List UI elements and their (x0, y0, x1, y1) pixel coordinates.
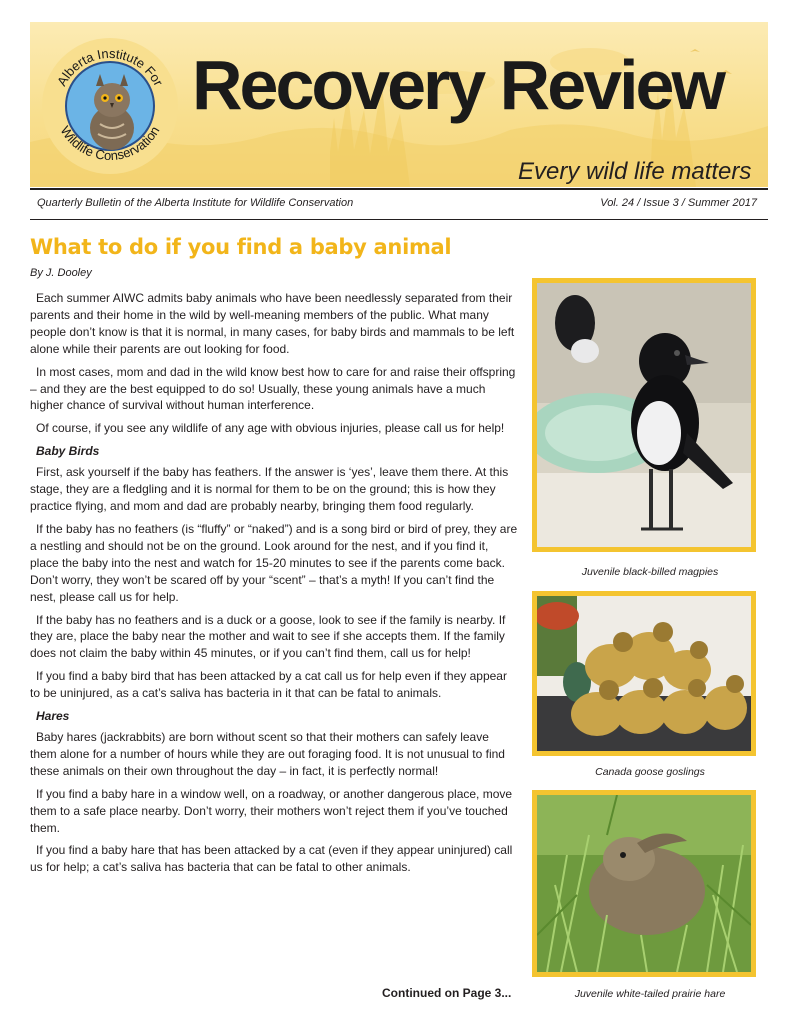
svg-text:Wildlife Conservation: Wildlife Conservation (57, 123, 163, 164)
continued-link[interactable]: Continued on Page 3... (382, 986, 512, 1000)
bulletin-description: Quarterly Bulletin of the Alberta Institute for Wildlife Conservation (37, 197, 354, 209)
article-body (30, 290, 518, 882)
masthead (30, 22, 768, 187)
photo-hare (532, 790, 756, 977)
section-heading-birds: Baby Birds (36, 444, 100, 459)
paragraph: Baby hares (jackrabbits) are born without scent so that their mothers can safely leave them alone for a number of hours while they are out foraging food. It is not unusual to find these animals on their own throughout the day – in fact, it is perfectly normal! (30, 730, 505, 778)
photo-caption: Canada goose goslings (595, 766, 705, 778)
paragraph: If the baby has no feathers and is a duck or a goose, look to see if the family is nearby. If they are, place the baby near the mother and wait to see if she accepts them. If the family does not claim the baby within 45 minutes, or if you can’t find them, call us for help! (30, 612, 506, 661)
photo-magpies (532, 278, 756, 552)
tagline: Every wild life matters (518, 158, 752, 185)
paragraph: If you find a baby bird that has been attacked by a cat call us for help even if they appear to be uninjured, as a cat’s saliva has bacteria in it that can be fatal to animals. (30, 669, 507, 701)
photo-goslings (532, 591, 756, 756)
divider (30, 219, 768, 220)
photo-caption: Juvenile black-billed magpies (581, 566, 719, 578)
paragraph: Of course, if you see any wildlife of any age with obvious injuries, please call us for help! (36, 421, 505, 436)
paragraph: In most cases, mom and dad in the wild know best how to care for and raise their offspring – and they are the best equipped to do so! Usually, these young animals have a much higher chance of survival without human interference. (30, 364, 516, 413)
paragraph: If you find a baby hare in a window well, on a roadway, or another dangerous place, move them to a safe place nearby. Don’t worry, their mothers won’t reject them if you’ve touched them. (30, 786, 513, 835)
paragraph: First, ask yourself if the baby has feathers. If the answer is ‘yes’, leave them there. At this stage, they are a fledgling and it is normal for them to be on the ground; this is how they practice flying, and mom and dad are probably nearby, bringing them food regularly. (30, 465, 509, 514)
article-headline: What to do if you find a baby animal (30, 235, 452, 259)
section-heading-hares: Hares (36, 709, 70, 724)
svg-text:Alberta Institute For: Alberta Institute For (54, 45, 167, 89)
byline: By J. Dooley (30, 267, 92, 279)
paragraph: If the baby has no feathers (is “fluffy” or “naked”) and is a song bird or bird of prey, they are a nestling and should not be on the ground. Look around for the nest, and if you find it, place the baby into the nest and watch for 15-20 minutes to see if the parents come back. Don’t worry, they won’t be scared off by your “scent” – that’s a myth! If you can’t find the nest, please call us for help. (30, 521, 518, 604)
divider (30, 188, 768, 190)
issue-info: Vol. 24 / Issue 3 / Summer 2017 (600, 197, 757, 209)
paragraph: Each summer AIWC admits baby animals who have been needlessly separated from their parents and their home in the wild by well-meaning members of the public. What many people don’t know is that it is normal, in many cases, for baby birds and mammals to be left alone while their parents are out looking for food. (30, 291, 515, 356)
aiwc-logo (40, 36, 180, 176)
photo-caption: Juvenile white-tailed prairie hare (574, 988, 726, 1000)
publication-title: Recovery Review (192, 46, 723, 124)
paragraph: If you find a baby hare that has been attacked by a cat (even if they appear uninjured) call us for help; a cat’s saliva has bacteria that can be fatal to other animals. (30, 843, 513, 875)
